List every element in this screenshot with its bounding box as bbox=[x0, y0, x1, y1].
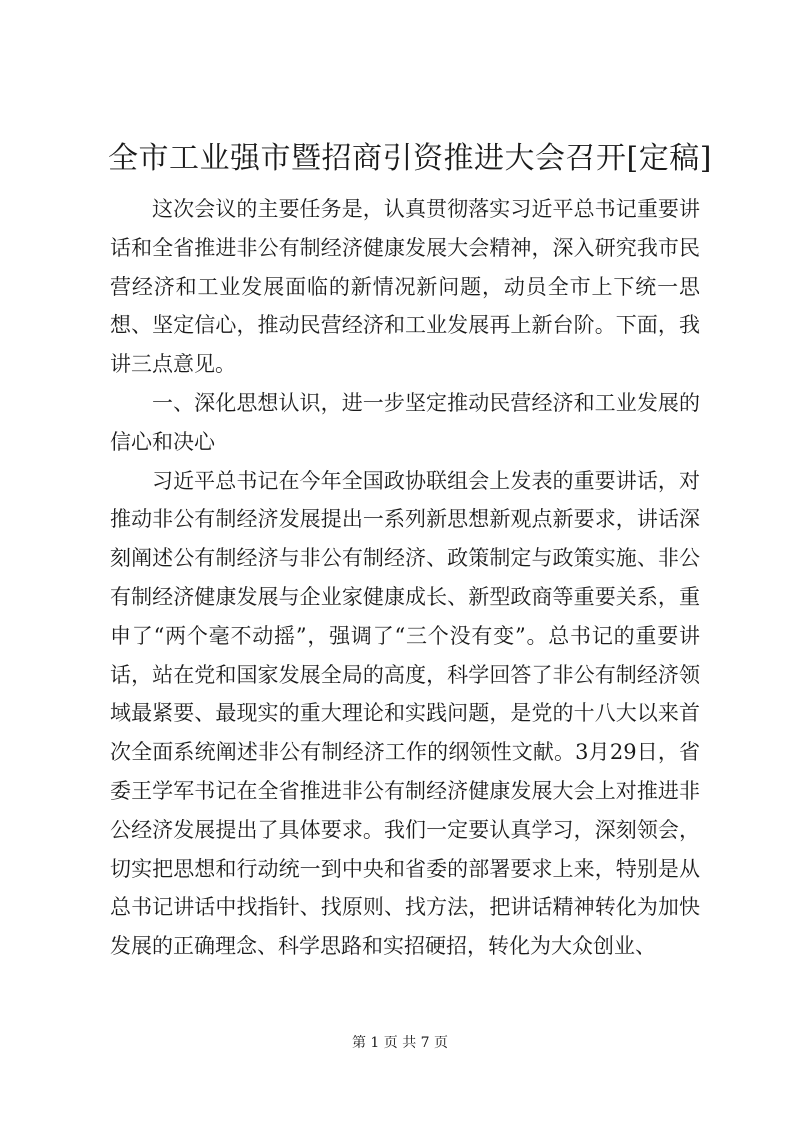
document-title: 全市工业强市暨招商引资推进大会召开[定稿] bbox=[108, 141, 712, 176]
body-paragraph: 习近平总书记在今年全国政协联组会上发表的重要讲话，对推动非公有制经济发展提出一系列新思想新观点新要求，讲话深刻阐述公有制经济与非公有制经济、政策制定与政策实施、非公有制经济健康发展与企业家健康成长、新型政商等重要关系，重申了“两个毫不动摇”，强调了“三个没有变”。总书记的重要讲话，站在党和国家发展全局的高度，科学回答了非公有制经济领域最紧要、最现实的重大理论和实践问题，是党的十八大以来首次全面系统阐述非公有制经济工作的纲领性文献。3月29日，省委王学军书记在全省推进非公有制经济健康发展大会上对推进非公经济发展提出了具体要求。我们一定要认真学习，深刻领会，切实把思想和行动统一到中央和省委的部署要求上来，特别是从总书记讲话中找指针、找原则、找方法，把讲话精神转化为加快发展的正确理念、科学思路和实招硬招，转化为大众创业、 bbox=[110, 468, 700, 959]
section-heading-1: 一、深化思想认识，进一步坚定推动民营经济和工业发展的信心和决心 bbox=[110, 390, 700, 454]
page-number: 第 1 页 共 7 页 bbox=[351, 1035, 449, 1051]
document-body bbox=[110, 190, 700, 966]
intro-paragraph: 这次会议的主要任务是，认真贯彻落实习近平总书记重要讲话和全省推进非公有制经济健康发展大会精神，深入研究我市民营经济和工业发展面临的新情况新问题，动员全市上下统一思想、坚定信心，推动民营经济和工业发展再上新台阶。下面，我讲三点意见。 bbox=[110, 197, 700, 377]
